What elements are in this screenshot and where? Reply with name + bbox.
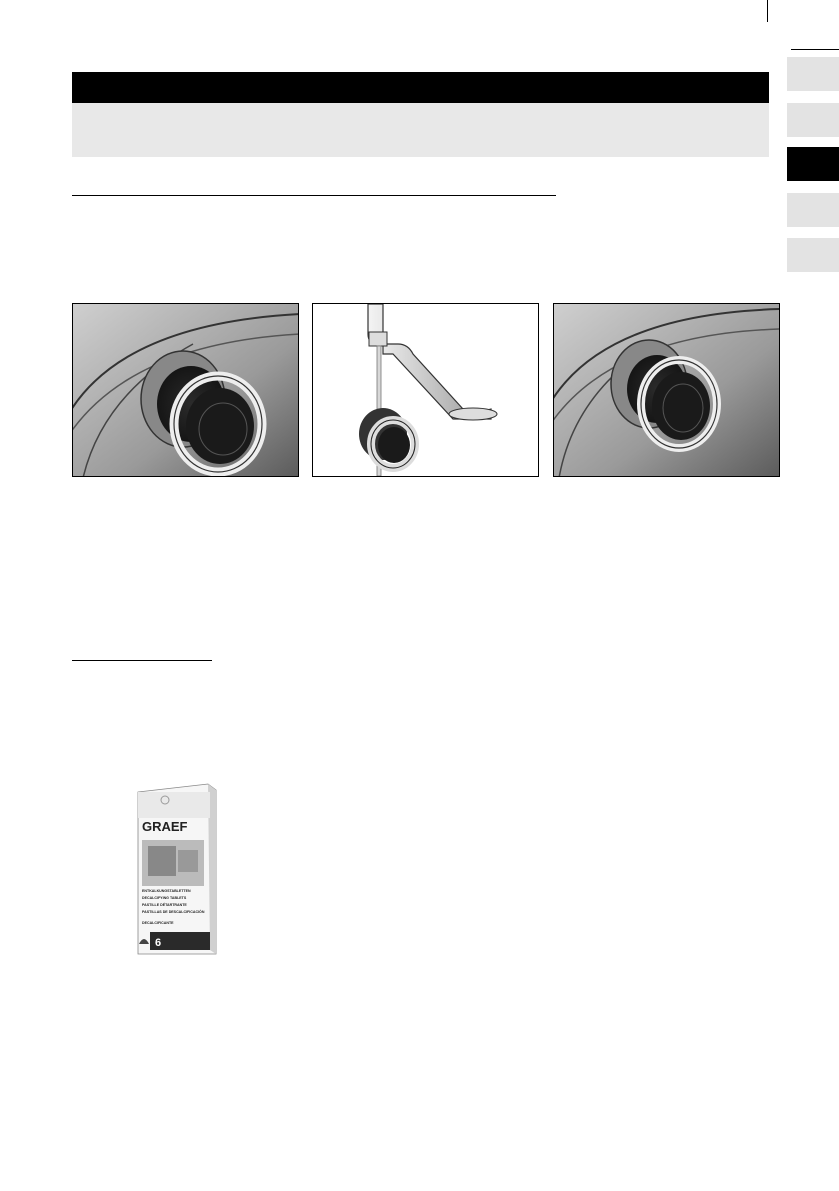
product-line-1: ENTKALKUNGSTABLETTEN xyxy=(142,889,191,893)
product-line-3: PASTILLE DÉTARTRANTE xyxy=(142,903,187,907)
heading-underline-2 xyxy=(72,660,212,661)
language-tab-4[interactable] xyxy=(787,193,839,227)
product-line-2: DECALCIFYING TABLETS xyxy=(142,896,187,900)
product-line-4: PASTILLAS DE DESCALCIFICACIÓN xyxy=(142,910,205,914)
sieve-reinserted-icon xyxy=(554,304,780,477)
decalcifying-tablets-box-icon xyxy=(130,778,222,956)
language-tab-5[interactable] xyxy=(787,238,839,272)
language-tab-3-active[interactable] xyxy=(787,147,839,181)
crop-mark-top xyxy=(767,0,768,22)
product-count: 6 xyxy=(155,937,162,949)
figure-sieve-reinserted xyxy=(553,303,780,477)
product-line-5: DECALCIFICANTE xyxy=(142,921,174,925)
crop-mark-right xyxy=(791,49,839,50)
sieve-rinse-under-tap-icon xyxy=(313,304,539,477)
language-tab-1[interactable] xyxy=(787,57,839,91)
decalcifying-tablets-box-image xyxy=(130,778,222,956)
section-header-bar xyxy=(72,72,769,103)
heading-underline-1 xyxy=(72,195,556,196)
section-subheader-bar xyxy=(72,103,769,157)
figure-sieve-rinse-tap xyxy=(312,303,539,477)
language-tab-2[interactable] xyxy=(787,103,839,137)
product-brand-text: GRAEF xyxy=(142,819,188,834)
sieve-in-housing-icon xyxy=(73,304,299,477)
figure-sieve-in-housing xyxy=(72,303,299,477)
